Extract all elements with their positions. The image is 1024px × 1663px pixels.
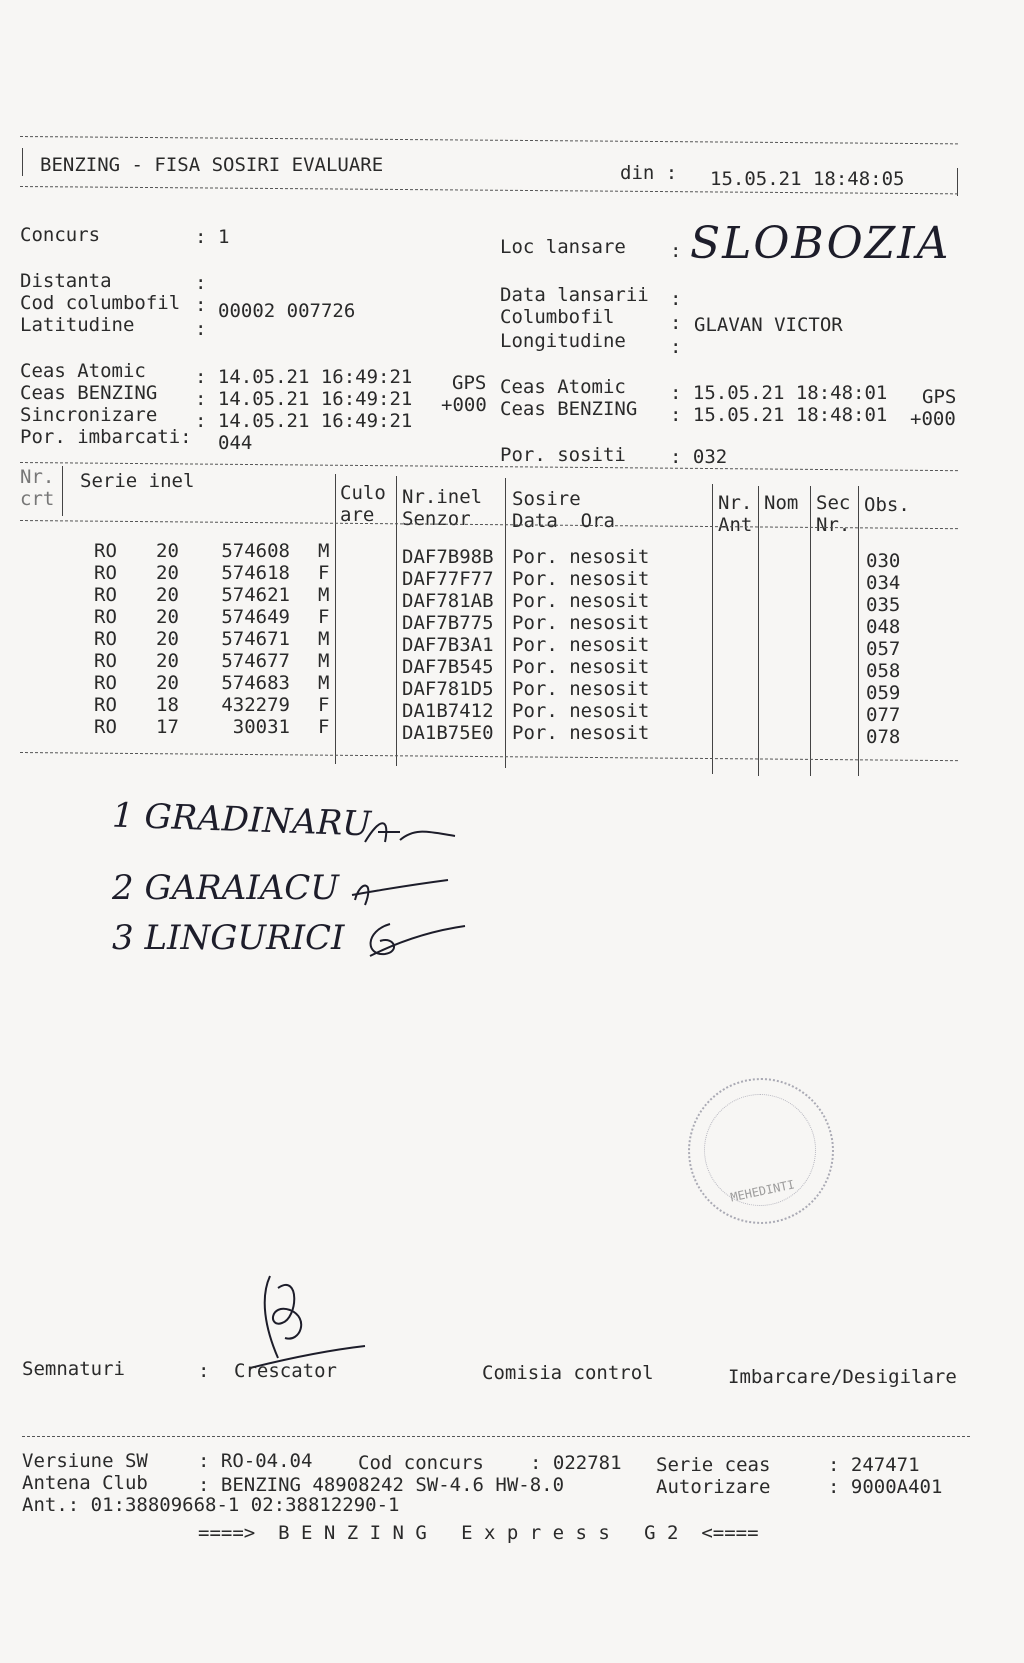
cell-senzor: DAF7B98B (402, 546, 494, 568)
col-serie-divider (335, 474, 336, 764)
cell-nr-inel: 30031 (232, 716, 290, 738)
col-nrinel-header: Nr.inel (402, 486, 483, 508)
data-lansarii-sep: : (670, 288, 682, 310)
semnaturi-sep: : (198, 1360, 210, 1382)
footer-separator (22, 1436, 970, 1437)
cell-obs: 030 (866, 550, 901, 572)
cell-obs: 057 (866, 638, 901, 660)
handwritten-item-2: 2 GARAIACU (112, 868, 339, 908)
col-nrinel-divider (505, 478, 506, 768)
loc-lansare-label: Loc lansare (500, 236, 626, 258)
ceas-atomic-left-label: Ceas Atomic (20, 360, 146, 382)
col-obs-header: Obs. (864, 494, 910, 516)
col-sosire-header: Sosire (512, 488, 581, 510)
concurs-label: Concurs (20, 224, 101, 246)
por-sositi-label: Por. sositi (500, 444, 626, 466)
cell-senzor: DAF7B3A1 (402, 634, 494, 656)
cod-concurs-label: Cod concurs (358, 1452, 484, 1474)
cell-sex: F (318, 716, 330, 738)
col-sosire-divider (712, 484, 713, 774)
cell-sosire: Por. nesosit (512, 656, 650, 678)
cell-an: 20 (156, 584, 179, 606)
col-culo-header-2: are (340, 504, 375, 526)
cell-an: 20 (156, 628, 179, 650)
autorizare-value: : 9000A401 (828, 1476, 943, 1498)
imbarcare-desigilare-label: Imbarcare/Desigilare (728, 1366, 957, 1388)
cell-sex: M (318, 650, 330, 672)
ceas-atomic-left-gps: GPS (452, 372, 487, 394)
cell-sosire: Por. nesosit (512, 590, 650, 612)
cell-obs: 059 (866, 682, 901, 704)
cell-an: 20 (156, 540, 179, 562)
sincronizare-label: Sincronizare (20, 404, 158, 426)
handwritten-mark-3 (360, 916, 470, 966)
col-sec-divider (858, 486, 859, 776)
handwritten-item-3: 3 LINGURICI (112, 918, 345, 958)
header-left-border (22, 148, 23, 176)
comisia-control-label: Comisia control (482, 1362, 654, 1384)
por-imbarcati-value: 044 (218, 432, 253, 454)
cell-nr-inel: 432279 (221, 694, 290, 716)
cell-sosire: Por. nesosit (512, 700, 650, 722)
cell-senzor: DA1B7412 (402, 700, 494, 722)
cell-obs: 077 (866, 704, 901, 726)
cell-an: 17 (156, 716, 179, 738)
cell-obs: 058 (866, 660, 901, 682)
ceas-benzing-right-value: : 15.05.21 18:48:01 (670, 404, 888, 426)
cell-sosire: Por. nesosit (512, 612, 650, 634)
cell-nr-inel: 574621 (221, 584, 290, 606)
cell-sosire: Por. nesosit (512, 722, 650, 744)
ceas-atomic-left-value: : 14.05.21 16:49:21 (195, 366, 413, 388)
longitudine-label: Longitudine (500, 330, 626, 352)
col-nrant-divider (758, 486, 759, 776)
crescator-label: Crescator (234, 1360, 337, 1382)
ceas-benzing-left-value: : 14.05.21 16:49:21 (195, 388, 413, 410)
cell-sex: M (318, 672, 330, 694)
cell-obs: 035 (866, 594, 901, 616)
cell-sosire: Por. nesosit (512, 634, 650, 656)
columbofil-label: Columbofil (500, 306, 615, 328)
cell-obs: 048 (866, 616, 901, 638)
concurs-sep: : (195, 226, 207, 248)
ceas-benzing-right-offset: +000 (910, 408, 956, 430)
cod-columbofil-label: Cod columbofil (20, 292, 181, 314)
col-nr-divider (62, 466, 63, 516)
cell-sex: F (318, 606, 330, 628)
header-top-border (20, 136, 958, 144)
cod-columbofil-value: 00002 007726 (218, 300, 356, 322)
autorizare-label: Autorizare (656, 1476, 771, 1498)
cell-nr-inel: 574608 (221, 540, 290, 562)
cell-tara: RO (94, 672, 117, 694)
report-title: BENZING - FISA SOSIRI EVALUARE (40, 154, 384, 176)
cell-nr-inel: 574677 (221, 650, 290, 672)
handwritten-item-1: 1 GRADINARU (111, 795, 372, 845)
cell-an: 20 (156, 606, 179, 628)
col-senzor-header: Senzor (402, 508, 471, 530)
cell-senzor: DAF781D5 (402, 678, 494, 700)
cell-senzor: DAF7B545 (402, 656, 494, 678)
cell-tara: RO (94, 694, 117, 716)
cell-senzor: DAF7B775 (402, 612, 494, 634)
distanta-label: Distanta (20, 270, 112, 292)
concurs-value: 1 (218, 226, 230, 248)
por-imbarcati-label: Por. imbarcati: (20, 426, 192, 448)
cod-concurs-value: : 022781 (530, 1452, 622, 1474)
cell-tara: RO (94, 606, 117, 628)
col-nrant-header: Nr. (718, 492, 753, 514)
col-nr-header: Nr. (20, 466, 55, 488)
data-lansarii-label: Data lansarii (500, 284, 649, 306)
versiune-sw-label: Versiune SW (22, 1450, 148, 1472)
brand-line: ====> B E N Z I N G E x p r e s s G 2 <==== (198, 1522, 759, 1544)
ceas-benzing-left-label: Ceas BENZING (20, 382, 158, 404)
serie-ceas-value: : 247471 (828, 1454, 920, 1476)
cell-sex: F (318, 694, 330, 716)
semnaturi-label: Semnaturi (22, 1358, 125, 1380)
antena-club-label: Antena Club (22, 1472, 148, 1494)
din-value: 15.05.21 18:48:05 (710, 168, 905, 190)
antena-club-value: : BENZING 48908242 SW-4.6 HW-8.0 (198, 1474, 565, 1496)
cell-sosire: Por. nesosit (512, 546, 650, 568)
cell-nr-inel: 574618 (221, 562, 290, 584)
loc-lansare-sep: : (670, 240, 682, 262)
cell-senzor: DAF77F77 (402, 568, 494, 590)
ceas-benzing-left-offset: +000 (441, 394, 487, 416)
antenna-ids: Ant.: 01:38809668-1 02:38812290-1 (22, 1494, 400, 1516)
col-ant-header: Ant (718, 514, 753, 536)
cell-tara: RO (94, 628, 117, 650)
table-bottom-border (20, 752, 958, 761)
cell-sex: M (318, 540, 330, 562)
cell-nr-inel: 574671 (221, 628, 290, 650)
cell-sex: F (318, 562, 330, 584)
cell-an: 20 (156, 562, 179, 584)
cell-senzor: DA1B75E0 (402, 722, 494, 744)
serie-ceas-label: Serie ceas (656, 1454, 771, 1476)
cell-sosire: Por. nesosit (512, 678, 650, 700)
cod-columbofil-sep: : (195, 294, 207, 316)
cell-obs: 034 (866, 572, 901, 594)
cell-nr-inel: 574649 (221, 606, 290, 628)
col-nom-divider (810, 486, 811, 776)
latitudine-sep: : (195, 318, 207, 340)
cell-sex: M (318, 628, 330, 650)
col-data-ora-header: Data Ora (512, 510, 615, 532)
col-nom-header: Nom (764, 492, 799, 514)
sincronizare-value: : 14.05.21 16:49:21 (195, 410, 413, 432)
col-serie-header: Serie inel (80, 470, 195, 492)
columbofil-value: GLAVAN VICTOR (694, 314, 843, 336)
stamp-text: MEHEDINTI (729, 1177, 796, 1205)
latitudine-label: Latitudine (20, 314, 135, 336)
distanta-sep: : (195, 272, 207, 294)
cell-nr-inel: 574683 (221, 672, 290, 694)
handwritten-mark-1 (360, 812, 460, 852)
cell-tara: RO (94, 562, 117, 584)
cell-tara: RO (94, 584, 117, 606)
cell-an: 18 (156, 694, 179, 716)
cell-senzor: DAF781AB (402, 590, 494, 612)
cell-tara: RO (94, 716, 117, 738)
col-culo-divider (396, 476, 397, 766)
ceas-atomic-right-label: Ceas Atomic (500, 376, 626, 398)
columbofil-sep: : (670, 312, 682, 334)
col-sec-header: Sec (816, 492, 851, 514)
cell-sex: M (318, 584, 330, 606)
col-culo-header: Culo (340, 482, 386, 504)
cell-tara: RO (94, 540, 117, 562)
official-stamp (688, 1078, 834, 1224)
cell-an: 20 (156, 650, 179, 672)
cell-sosire: Por. nesosit (512, 568, 650, 590)
ceas-benzing-right-label: Ceas BENZING (500, 398, 638, 420)
col-secnr-header: Nr. (816, 514, 851, 536)
header-right-border (957, 168, 958, 196)
cell-obs: 078 (866, 726, 901, 748)
por-sositi-value: : 032 (670, 446, 728, 468)
versiune-sw-value: : RO-04.04 (198, 1450, 313, 1472)
ceas-atomic-right-gps: GPS (922, 386, 957, 408)
cell-an: 20 (156, 672, 179, 694)
ceas-atomic-right-value: : 15.05.21 18:48:01 (670, 382, 888, 404)
cell-tara: RO (94, 650, 117, 672)
col-crt-header: crt (20, 488, 55, 510)
din-label: din : (620, 162, 678, 184)
handwritten-mark-2 (350, 870, 450, 910)
loc-lansare-handwritten: SLOBOZIA (690, 218, 951, 269)
longitudine-sep: : (670, 336, 682, 358)
